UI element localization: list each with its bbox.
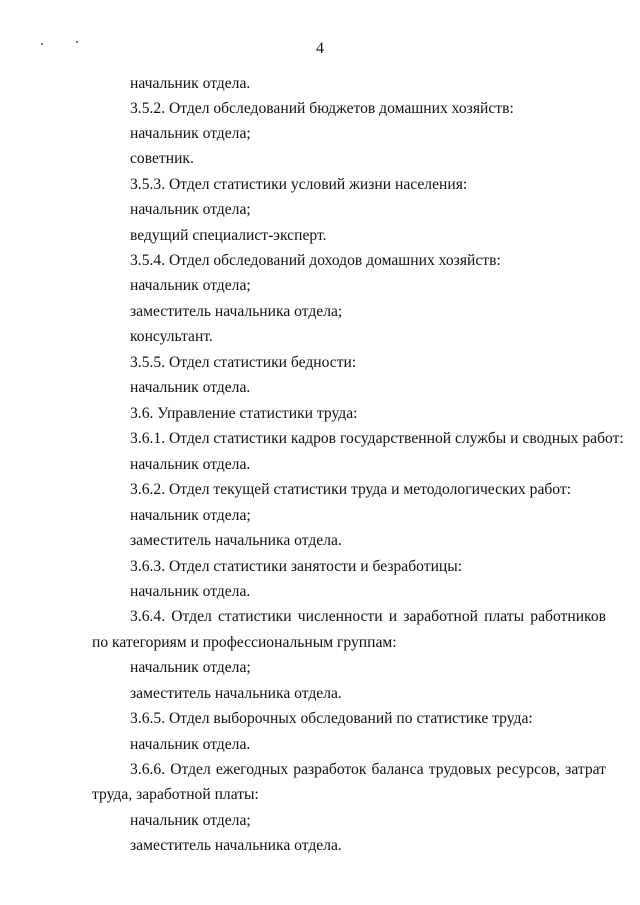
section-heading: 3.5.5. Отдел статистики бедности: [130,354,357,371]
section-heading: 3.6.6. Отдел ежегодных разработок баланса трудовых ресурсов, затрат [130,761,606,778]
text-line: начальник отдела. [130,583,251,600]
text-line: начальник отдела. [130,456,251,473]
text-line: начальник отдела; [130,277,251,294]
text-line: ведущий специалист-эксперт. [130,227,327,244]
section-heading: 3.6.4. Отдел статистики численности и заработной платы работников [130,608,606,625]
section-heading: 3.6.5. Отдел выборочных обследований по статистике труда: [130,710,533,727]
text-line: заместитель начальника отдела. [130,685,342,702]
section-heading-continuation: труда, заработной платы: [92,786,259,803]
section-heading: 3.5.2. Отдел обследований бюджетов домашних хозяйств: [130,100,514,117]
section-heading: 3.6.1. Отдел статистики кадров государственной службы и сводных работ: [130,430,624,447]
text-line: начальник отдела; [130,659,251,676]
text-line: начальник отдела; [130,201,251,218]
text-line: советник. [130,150,194,167]
text-line: начальник отдела; [130,812,251,829]
text-line: начальник отдела; [130,507,251,524]
text-line: консультант. [130,328,213,345]
text-line: начальник отдела; [130,125,251,142]
section-heading: 3.5.4. Отдел обследований доходов домашних хозяйств: [130,252,501,269]
page-number: 4 [316,40,324,57]
text-line: начальник отдела. [130,736,251,753]
section-heading: 3.6. Управление статистики труда: [130,405,358,422]
section-heading: 3.5.3. Отдел статистики условий жизни населения: [130,176,468,193]
text-line: заместитель начальника отдела. [130,532,342,549]
section-heading: 3.6.2. Отдел текущей статистики труда и методологических работ: [130,481,572,498]
text-line: начальник отдела. [130,379,251,396]
section-heading: 3.6.3. Отдел статистики занятости и безработицы: [130,558,463,575]
section-heading-continuation: по категориям и профессиональным группам: [92,634,397,651]
text-line: заместитель начальника отдела. [130,837,342,854]
text-line: заместитель начальника отдела; [130,303,343,320]
text-line: начальник отдела. [130,75,251,92]
